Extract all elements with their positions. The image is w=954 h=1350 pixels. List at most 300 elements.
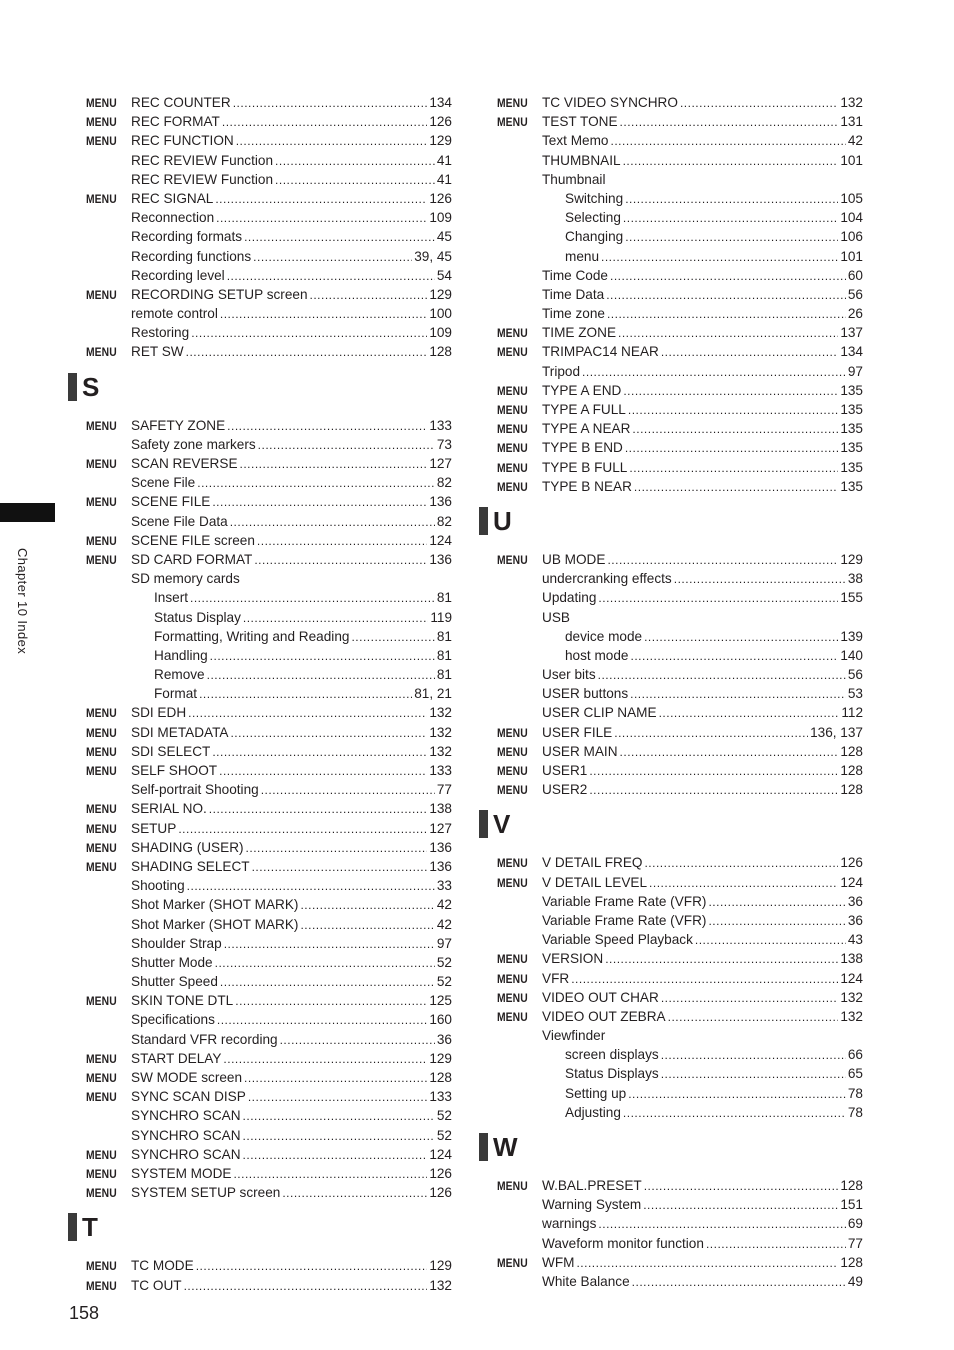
index-entry <box>497 458 863 477</box>
menu-tag: MENU <box>86 706 117 721</box>
page-ref[interactable]: 134 <box>840 344 863 360</box>
section-letter: W <box>493 1132 518 1162</box>
menu-tag: MENU <box>497 326 528 341</box>
dot-leader <box>644 628 838 647</box>
dot-leader <box>674 570 846 589</box>
section-bar <box>479 507 488 535</box>
page-ref[interactable]: 45 <box>436 229 452 245</box>
dot-leader <box>708 893 845 912</box>
menu-tag: MENU <box>86 802 117 817</box>
page-ref[interactable]: 151 <box>840 1197 863 1213</box>
index-term: SYNCHRO SCAN <box>131 1108 241 1124</box>
page-ref[interactable]: 119 <box>430 609 452 625</box>
index-entry <box>497 873 863 892</box>
page-ref[interactable]: 135 <box>840 402 863 417</box>
page-ref[interactable]: 135 <box>840 459 863 475</box>
index-entry <box>86 588 452 607</box>
menu-tag: MENU <box>86 1259 117 1274</box>
dot-leader <box>623 152 839 171</box>
index-term: TC VIDEO SYNCHRO <box>542 95 678 110</box>
dot-leader <box>196 1257 428 1276</box>
index-entry <box>86 1106 452 1125</box>
page-ref[interactable]: 132 <box>429 1277 452 1293</box>
page-ref[interactable]: 49 <box>847 1273 863 1289</box>
index-term: THUMBNAIL <box>542 152 621 168</box>
index-term: SHADING SELECT <box>131 858 250 874</box>
index-entry <box>497 477 863 496</box>
index-term: SKIN TONE DTL <box>131 993 234 1009</box>
page-ref[interactable]: 53 <box>847 686 863 702</box>
index-term: TYPE B NEAR <box>542 478 632 494</box>
index-term: Updating <box>542 590 597 606</box>
page-ref[interactable]: 126 <box>840 855 863 871</box>
page-ref[interactable]: 132 <box>429 705 452 721</box>
page-ref[interactable]: 36 <box>436 1031 452 1047</box>
page-ref[interactable]: 136 <box>429 839 452 855</box>
dot-leader <box>230 513 435 532</box>
page-ref[interactable]: 69 <box>847 1216 863 1232</box>
menu-tag: MENU <box>86 115 117 130</box>
dot-leader <box>215 954 435 973</box>
index-entry <box>86 93 452 112</box>
menu-tag: MENU <box>86 821 117 836</box>
menu-tag: MENU <box>86 287 117 302</box>
index-entry <box>86 416 452 435</box>
page-ref[interactable]: 109 <box>429 210 452 226</box>
page-ref[interactable]: 128 <box>840 763 863 778</box>
index-entry <box>86 1183 452 1202</box>
index-term: Status Display <box>154 609 241 625</box>
index-entry <box>86 131 452 150</box>
index-term: Adjusting <box>565 1104 621 1120</box>
index-term: Shutter Speed <box>131 974 218 990</box>
page-ref[interactable]: 132 <box>840 1008 863 1024</box>
page-ref[interactable]: 128 <box>840 1178 863 1193</box>
index-entry <box>86 454 452 473</box>
page-ref[interactable]: 129 <box>429 1258 452 1274</box>
dot-leader <box>706 1235 846 1254</box>
page-ref[interactable]: 26 <box>847 306 863 322</box>
page-ref[interactable]: 42 <box>436 916 452 932</box>
page-ref[interactable]: 136 <box>429 858 452 874</box>
index-entry <box>497 400 863 419</box>
index-entry <box>497 362 863 381</box>
index-term: SD CARD FORMAT <box>131 551 253 567</box>
index-term: Recording formats <box>131 229 243 245</box>
page-ref[interactable]: 129 <box>840 551 863 567</box>
dot-leader <box>628 401 838 420</box>
index-entry <box>86 208 452 227</box>
index-term: Viewfinder <box>542 1028 606 1044</box>
dot-leader <box>623 209 838 228</box>
dot-leader <box>620 113 839 132</box>
page-ref[interactable]: 52 <box>436 1127 452 1143</box>
page-ref[interactable]: 52 <box>436 954 452 970</box>
page-ref[interactable]: 127 <box>429 456 452 471</box>
menu-tag: MENU <box>497 875 528 890</box>
dot-leader <box>254 551 427 570</box>
page-ref[interactable]: 124 <box>840 874 863 890</box>
index-term: SCAN REVERSE <box>131 456 238 471</box>
page-ref[interactable]: 136 <box>429 494 452 510</box>
dot-leader <box>240 455 428 474</box>
index-term: Time Code <box>542 267 608 283</box>
page-ref[interactable]: 73 <box>436 436 452 452</box>
index-entry <box>86 780 452 799</box>
index-entry <box>86 703 452 722</box>
index-term: VFR <box>542 970 570 986</box>
index-term: Waveform monitor function <box>542 1235 704 1251</box>
menu-tag: MENU <box>497 115 528 130</box>
index-term: USER FILE <box>542 724 613 740</box>
index-term: REC SIGNAL <box>131 190 214 206</box>
dot-leader <box>222 113 427 132</box>
menu-tag: MENU <box>86 764 117 778</box>
dot-leader <box>235 992 427 1011</box>
index-entry <box>86 512 452 531</box>
index-entry <box>497 723 863 742</box>
index-term: Variable Frame Rate (VFR) <box>542 912 707 928</box>
index-term: remote control <box>131 306 218 322</box>
index-entry <box>86 531 452 550</box>
page-ref[interactable]: 138 <box>429 801 452 817</box>
page-ref[interactable]: 54 <box>436 267 452 283</box>
index-term: Recording level <box>131 267 225 283</box>
page-ref[interactable]: 135 <box>840 382 863 398</box>
page-ref[interactable]: 135 <box>840 421 863 437</box>
dot-leader <box>190 589 435 608</box>
page-ref[interactable]: 39, 45 <box>414 248 452 264</box>
dot-leader <box>589 781 838 800</box>
index-entry <box>497 1272 863 1291</box>
index-term: Variable Frame Rate (VFR) <box>542 893 707 909</box>
page-ref[interactable]: 105 <box>840 190 863 206</box>
page-ref[interactable]: 132 <box>429 724 452 740</box>
index-entry <box>497 419 863 438</box>
index-entry <box>86 627 452 646</box>
page-ref[interactable]: 124 <box>840 970 863 986</box>
index-entry <box>497 646 863 665</box>
page-ref[interactable]: 56 <box>847 286 863 302</box>
index-entry <box>497 189 863 208</box>
dot-leader <box>219 762 427 781</box>
dot-leader <box>253 248 412 267</box>
dot-leader <box>197 474 435 493</box>
page-ref[interactable]: 126 <box>429 114 452 130</box>
page-ref[interactable]: 160 <box>429 1012 452 1028</box>
index-entry <box>497 131 863 150</box>
dot-leader <box>606 286 846 305</box>
page-ref[interactable]: 126 <box>429 190 452 206</box>
page-ref[interactable]: 155 <box>840 590 863 606</box>
index-entry <box>497 665 863 684</box>
page-ref[interactable]: 129 <box>429 286 452 302</box>
index-entry <box>86 972 452 991</box>
section-letter: S <box>82 371 100 402</box>
menu-tag: MENU <box>86 1051 117 1066</box>
index-entry <box>497 208 863 227</box>
dot-leader <box>300 916 434 935</box>
index-entry <box>497 1234 863 1253</box>
index-term: USB <box>542 609 570 625</box>
section-header <box>479 496 863 550</box>
index-term: START DELAY <box>131 1050 222 1066</box>
page-ref[interactable]: 81 <box>436 647 452 663</box>
dot-leader <box>178 820 427 839</box>
dot-leader <box>220 305 427 324</box>
menu-tag: MENU <box>497 1255 528 1270</box>
index-term: SD memory cards <box>131 571 240 587</box>
section-letter: T <box>82 1212 98 1243</box>
index-entry <box>497 151 863 170</box>
menu-tag: MENU <box>497 96 528 110</box>
index-column-left <box>82 93 452 1295</box>
index-term: UB MODE <box>542 551 606 567</box>
page-ref[interactable]: 106 <box>840 229 863 245</box>
index-entry <box>86 227 452 246</box>
page-ref[interactable]: 129 <box>429 133 452 149</box>
menu-tag: MENU <box>497 479 528 494</box>
index-entry <box>497 703 863 722</box>
dot-leader <box>661 1065 846 1084</box>
page-ref[interactable]: 133 <box>429 1089 452 1105</box>
page-ref[interactable]: 128 <box>840 743 863 759</box>
chapter-side-tab <box>0 503 55 522</box>
page-ref[interactable]: 135 <box>840 478 863 494</box>
index-term: warnings <box>542 1216 597 1232</box>
index-term: Handling <box>154 647 208 663</box>
index-entry <box>497 266 863 285</box>
page-ref[interactable]: 136 <box>429 551 452 567</box>
page-ref[interactable]: 136, 137 <box>810 724 863 740</box>
page-ref[interactable]: 100 <box>429 306 452 322</box>
dot-leader <box>233 1165 427 1184</box>
index-term: Time zone <box>542 306 605 322</box>
page-ref[interactable]: 137 <box>840 325 863 341</box>
page-ref[interactable]: 33 <box>436 878 452 894</box>
page-ref[interactable]: 78 <box>847 1085 863 1101</box>
page-ref[interactable]: 124 <box>429 1146 452 1162</box>
index-entry <box>497 684 863 703</box>
page-ref[interactable]: 128 <box>429 344 452 360</box>
index-term: REC COUNTER <box>131 95 231 110</box>
index-term: SDI METADATA <box>131 724 229 740</box>
page-ref[interactable]: 41 <box>436 171 452 187</box>
index-term: TYPE B FULL <box>542 459 628 475</box>
menu-tag: MENU <box>86 744 117 759</box>
index-term: SYNCHRO SCAN <box>131 1146 241 1162</box>
page-ref[interactable]: 133 <box>429 763 452 778</box>
page-ref[interactable]: 97 <box>436 935 452 951</box>
index-entry <box>86 819 452 838</box>
page-ref[interactable]: 65 <box>847 1066 863 1082</box>
index-term: TIME ZONE <box>542 325 617 341</box>
page-ref[interactable]: 127 <box>429 820 452 836</box>
dot-leader <box>598 666 846 685</box>
page-ref[interactable]: 124 <box>429 532 452 548</box>
page-ref[interactable]: 131 <box>840 114 863 130</box>
index-term: screen displays <box>565 1047 659 1063</box>
index-entry <box>497 1084 863 1103</box>
index-term: REC FORMAT <box>131 114 220 130</box>
index-term: REC REVIEW Function <box>131 171 274 187</box>
index-term: WFM <box>542 1254 575 1270</box>
page-ref[interactable]: 140 <box>840 647 863 663</box>
page-ref[interactable]: 43 <box>847 932 863 948</box>
dot-leader <box>605 950 838 969</box>
page-ref[interactable]: 52 <box>436 1108 452 1124</box>
index-entry <box>497 1176 863 1195</box>
menu-tag: MENU <box>86 1186 117 1201</box>
index-entry <box>497 93 863 112</box>
index-entry <box>497 569 863 588</box>
dot-leader <box>216 209 427 228</box>
page-ref[interactable]: 135 <box>840 440 863 456</box>
dot-leader <box>659 704 840 723</box>
page-ref[interactable]: 104 <box>840 210 863 226</box>
dot-leader <box>217 1011 427 1030</box>
menu-tag: MENU <box>86 191 117 206</box>
menu-tag: MENU <box>497 383 528 398</box>
page-ref[interactable]: 60 <box>847 267 863 283</box>
index-entry <box>86 435 452 454</box>
menu-tag: MENU <box>86 1147 117 1162</box>
page-ref[interactable]: 133 <box>429 417 452 433</box>
dot-leader <box>258 436 435 455</box>
menu-tag: MENU <box>497 345 528 360</box>
dot-leader <box>186 343 428 362</box>
page-ref[interactable]: 139 <box>840 628 863 644</box>
page-ref[interactable]: 82 <box>436 513 452 529</box>
index-term: TC OUT <box>131 1277 182 1293</box>
index-entry <box>86 323 452 342</box>
page-ref[interactable]: 36 <box>847 912 863 928</box>
index-entry <box>86 170 452 189</box>
page-ref[interactable]: 101 <box>840 248 863 264</box>
page-ref[interactable]: 42 <box>847 133 863 149</box>
index-term: Changing <box>565 229 624 245</box>
index-term: Warning System <box>542 1197 642 1213</box>
page-ref[interactable]: 52 <box>436 974 452 990</box>
page-ref[interactable]: 101 <box>840 152 863 168</box>
page-ref[interactable]: 77 <box>847 1235 863 1251</box>
section-bar <box>68 1213 77 1241</box>
page-ref[interactable]: 126 <box>429 1185 452 1201</box>
dot-leader <box>224 935 435 954</box>
index-term: Text Memo <box>542 133 609 149</box>
dot-leader <box>601 248 838 267</box>
dot-leader <box>618 324 838 343</box>
dot-leader <box>598 1215 845 1234</box>
index-entry <box>86 1030 452 1049</box>
index-term: Scene File <box>131 475 196 491</box>
index-entry <box>497 761 863 780</box>
page-ref[interactable]: 97 <box>847 363 863 379</box>
index-entry <box>86 646 452 665</box>
page-ref[interactable]: 56 <box>847 667 863 683</box>
index-term: Shot Marker (SHOT MARK) <box>131 897 299 913</box>
page-ref[interactable]: 132 <box>840 95 863 110</box>
menu-tag: MENU <box>497 1179 528 1193</box>
index-term: Shooting <box>131 878 185 894</box>
index-term: SERIAL NO. <box>131 801 207 817</box>
index-term: RECORDING SETUP screen <box>131 286 308 302</box>
index-entry <box>497 285 863 304</box>
page-ref[interactable]: 128 <box>840 782 863 798</box>
page-ref[interactable]: 138 <box>840 951 863 967</box>
index-entry <box>497 911 863 930</box>
page-ref[interactable]: 128 <box>429 1070 452 1085</box>
page-ref[interactable]: 81, 21 <box>414 686 452 702</box>
page-ref[interactable]: 112 <box>841 705 863 721</box>
dot-leader <box>632 420 838 439</box>
index-entry <box>86 1145 452 1164</box>
index-entry <box>86 342 452 361</box>
dot-leader <box>668 1008 839 1027</box>
menu-tag: MENU <box>497 441 528 456</box>
index-term: host mode <box>565 647 629 663</box>
page-ref[interactable]: 126 <box>429 1165 452 1181</box>
index-term: Reconnection <box>131 210 215 226</box>
index-entry <box>86 1068 452 1087</box>
section-header <box>68 362 452 416</box>
page-ref[interactable]: 134 <box>429 95 452 110</box>
page-ref[interactable]: 77 <box>436 782 452 798</box>
page-ref[interactable]: 132 <box>840 989 863 1005</box>
page-ref[interactable]: 109 <box>429 325 452 341</box>
index-entry <box>497 170 863 189</box>
dot-leader <box>246 839 428 858</box>
page-ref[interactable]: 81 <box>436 590 452 606</box>
dot-leader <box>188 704 427 723</box>
index-entry <box>86 742 452 761</box>
index-term: Safety zone markers <box>131 436 256 452</box>
page-ref[interactable]: 128 <box>840 1254 863 1270</box>
dot-leader <box>708 912 845 931</box>
page-ref[interactable]: 129 <box>429 1050 452 1066</box>
index-entry <box>497 1214 863 1233</box>
page-ref[interactable]: 38 <box>847 571 863 587</box>
page-ref[interactable]: 81 <box>436 628 452 644</box>
index-entry <box>86 112 452 131</box>
index-entry <box>497 550 863 569</box>
page-ref[interactable]: 78 <box>847 1104 863 1120</box>
index-term: undercranking effects <box>542 571 672 587</box>
page-ref[interactable]: 81 <box>436 667 452 683</box>
dot-leader <box>227 267 435 286</box>
index-entry <box>497 969 863 988</box>
page-ref[interactable]: 36 <box>847 893 863 909</box>
dot-leader <box>661 343 838 362</box>
page-ref[interactable]: 42 <box>436 897 452 913</box>
index-term: Shutter Mode <box>131 954 213 970</box>
page-ref[interactable]: 82 <box>436 475 452 491</box>
dot-leader <box>207 666 435 685</box>
page-ref[interactable]: 132 <box>429 743 452 759</box>
index-term: USER buttons <box>542 686 629 702</box>
page-ref[interactable]: 125 <box>429 993 452 1009</box>
index-entry <box>86 492 452 511</box>
page-ref[interactable]: 41 <box>436 152 452 168</box>
page-ref[interactable]: 66 <box>847 1047 863 1063</box>
menu-tag: MENU <box>497 552 528 567</box>
index-entry <box>86 915 452 934</box>
dot-leader <box>623 1104 846 1123</box>
menu-tag: MENU <box>86 533 117 548</box>
index-entry <box>86 857 452 876</box>
index-entry <box>497 1007 863 1026</box>
index-term: RET SW <box>131 344 184 360</box>
